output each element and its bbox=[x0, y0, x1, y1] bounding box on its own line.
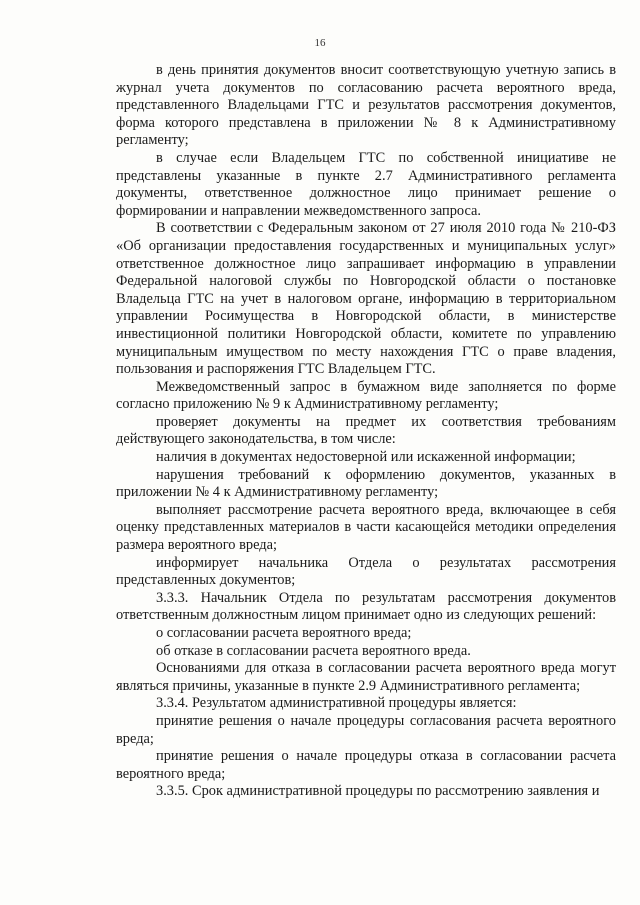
paragraph: наличия в документах недостоверной или искаженной информации; bbox=[156, 449, 576, 466]
paragraph: об отказе в согласовании расчета вероятного вреда. bbox=[156, 642, 471, 659]
paragraph: Основаниями для отказа в согласовании расчета вероятного вреда могут являться причины, указанные в пункте 2.9 Административного регламента; bbox=[116, 660, 616, 694]
paragraph: нарушения требований к оформлению документов, указанных в приложении № 4 к Административному регламенту; bbox=[116, 466, 616, 501]
paragraph: 3.3.5. Срок административной процедуры по рассмотрению заявления и bbox=[156, 783, 600, 800]
paragraph: в день принятия документов вносит соответствующую учетную запись в журнал учета документов по согласованию расчета вероятного вреда, представленного Владельцами ГТС и результатов рассмотрения документов, форма которого представлена в приложении № 8 к Административному регламенту; bbox=[116, 62, 616, 149]
page-number: 16 bbox=[314, 37, 326, 49]
paragraph: принятие решения о начале процедуры согласования расчета вероятного вреда; bbox=[116, 712, 616, 747]
paragraph: 3.3.3. Начальник Отдела по результатам рассмотрения документов ответственным должностным лицом принимает одно из следующих решений: bbox=[116, 589, 616, 624]
paragraph: в случае если Владельцем ГТС по собственной инициативе не представлены указанные в пункте 2.7 Административного регламента документы, ответственное должностное лицо принимает решение о формировании и направлении межведомственного запроса. bbox=[116, 149, 616, 219]
paragraph: 3.3.4. Результатом административной процедуры является: bbox=[156, 695, 517, 712]
paragraph: принятие решения о начале процедуры отказа в согласовании расчета вероятного вреда; bbox=[116, 748, 616, 782]
paragraph: Межведомственный запрос в бумажном виде заполняется по форме согласно приложению № 9 к Административному регламенту; bbox=[116, 378, 616, 413]
paragraph: о согласовании расчета вероятного вреда; bbox=[156, 625, 412, 641]
paragraph: выполняет рассмотрение расчета вероятного вреда, включающее в себя оценку представленных материалов в части касающейся методики определения размера вероятного вреда; bbox=[116, 501, 616, 554]
paragraph: проверяет документы на предмет их соответствия требованиям действующего законодательства, в том числе: bbox=[116, 413, 616, 448]
document-body bbox=[116, 62, 616, 801]
paragraph: В соответствии с Федеральным законом от 27 июля 2010 года № 210-ФЗ «Об организации предоставления государственных и муниципальных услуг» ответственное должностное лицо запрашивает информацию в управлении Федеральной налоговой службы по Новгородской области о постановке Владельца ГТС на учет в налоговом органе, информацию в территориальном управлении Росимущества в Новгородской области, в министерстве инвестиционной политики Новгородской области, комитете по управлению муниципальным имуществом по месту нахождения ГТС о праве владения, пользования и распоряжения ГТС Владельцем ГТС. bbox=[116, 220, 616, 378]
paragraph: информирует начальника Отдела о результатах рассмотрения представленных документов; bbox=[116, 554, 616, 589]
